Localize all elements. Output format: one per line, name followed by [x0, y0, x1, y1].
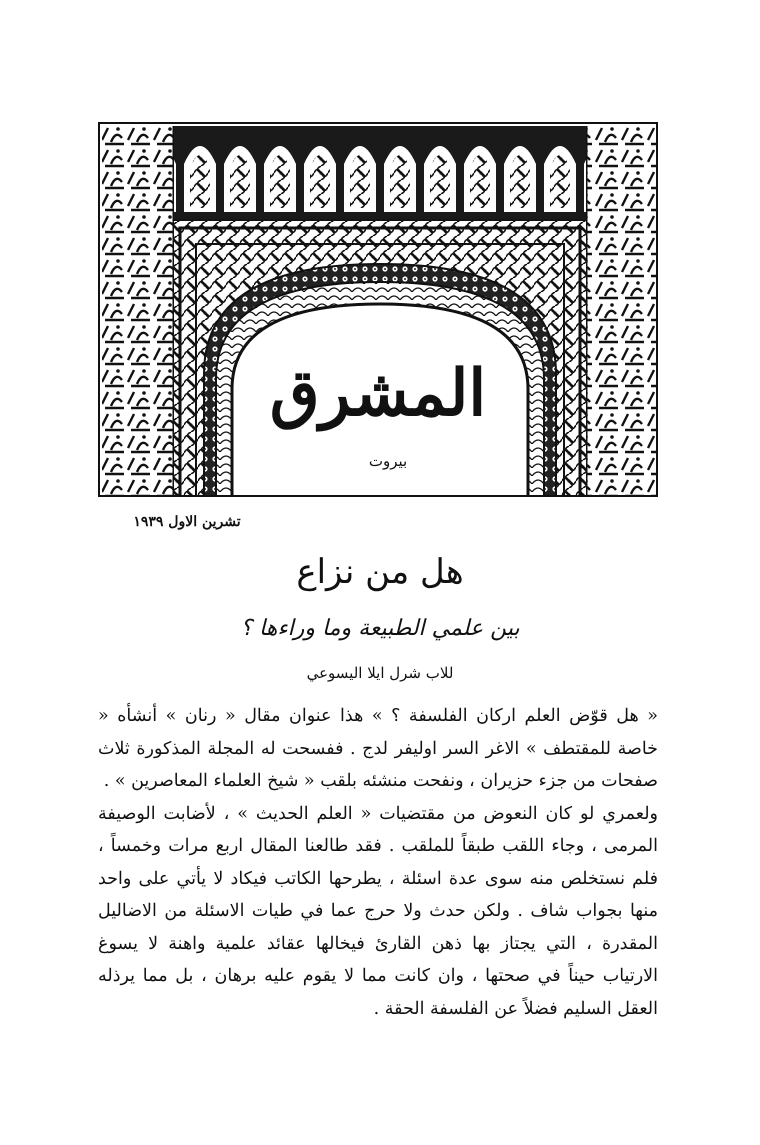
article-author: للاب شرل ايلا اليسوعي [306, 664, 454, 682]
masthead-title: المشرق [269, 356, 487, 431]
paragraph: « هل قوّض العلم اركان الفلسفة ؟ » هذا عنوان مقال « رنان » أنشأه « خاصة للمقتطف » الاغر السر اوليفر لدج . ففسحت له المجلة المذكورة ثلاث صفحات من جزء حزيران ، ونفحت منشئه بلقب « شيخ العلماء المعاصرين » . [98, 706, 658, 791]
paragraph: ولعمري لو كان النعوض من مقتضيات « العلم الحديث » ، لأضابت الوصيفة المرمى ، وجاء اللقب طبقاً للملقب . فقد طالعنا المقال اربع مرات وخمساً ، فلم نستخلص منه سوى عدة اسئلة ، يطرحها الكاتب فيكاد لا يأتي على واحد منها بجواب شاف . ولكن حدث ولا حرج عما في طيات الاسئلة من الاضاليل المقدرة ، التي يجتاز بها ذهن القارئ فيخالها عقائد علمية واهنة لا يسوغ الارتياب حيناً في صحتها ، وان كانت مما لا يقوم عليه برهان ، بل مما يرذله العقل السليم فضلاً عن الفلسفة الحقة . [98, 803, 658, 1019]
article-subtitle: بين علمي الطبيعة وما وراءها ؟ [240, 616, 520, 641]
article-body [98, 700, 658, 1025]
masthead-subtitle: بيروت [368, 452, 408, 470]
ornamental-arch-header [98, 122, 658, 497]
article-title: هل من نزاع [296, 552, 464, 592]
issue-date: تشرين الاول ١٩٣٩ [133, 514, 241, 530]
arabesque-arch-illustration [100, 124, 658, 497]
